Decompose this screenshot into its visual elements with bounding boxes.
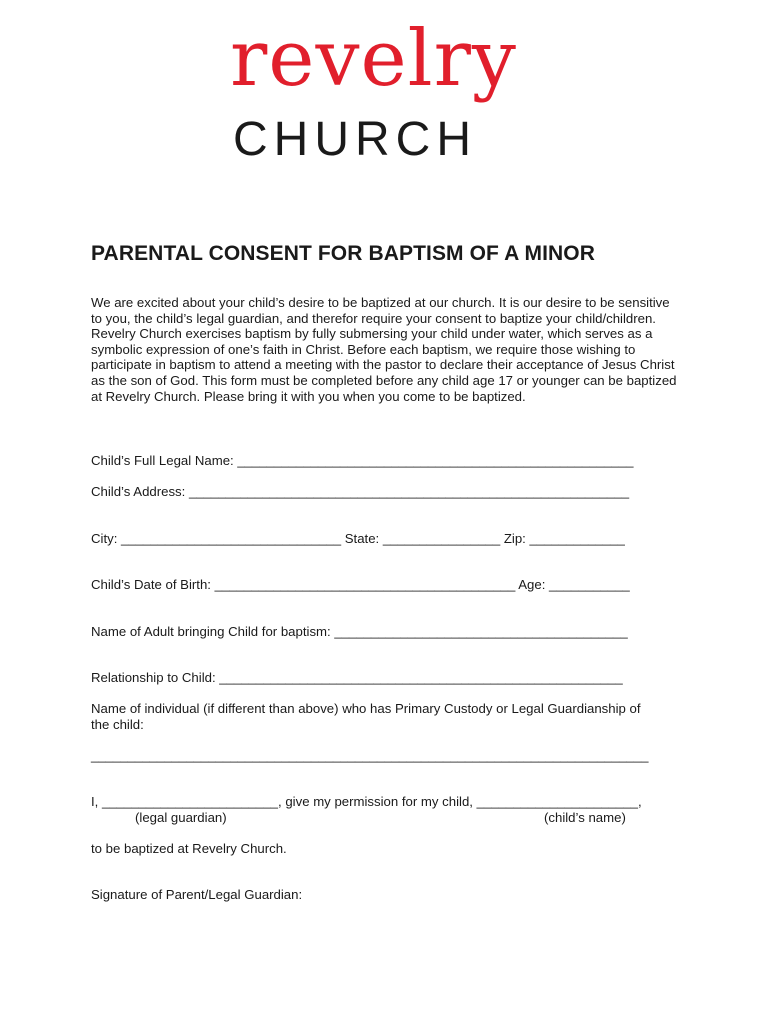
church-logo [230,14,550,166]
logo-subtitle: CHURCH [233,113,477,166]
custody-label-line1: Name of individual (if different than above) who has Primary Custody or Legal Guardianship of [91,701,641,716]
custody-field[interactable]: ____________________________________________________________________________ [91,748,649,763]
permission-field[interactable]: I, ________________________, give my permission for my child, ______________________, [91,794,642,809]
custody-label-line2: the child: [91,717,144,732]
adult-name-field[interactable]: Name of Adult bringing Child for baptism: ________________________________________ [91,624,628,639]
signature-field[interactable]: Signature of Parent/Legal Guardian: [91,887,303,902]
city-state-zip-field[interactable]: City: ______________________________ State: ________________ Zip: _____________ [91,531,625,546]
legal-guardian-caption: (legal guardian) [135,810,227,825]
logo-wordmark: revelry [230,14,517,104]
relationship-field[interactable]: Relationship to Child: _______________________________________________________ [91,670,623,685]
child-name-field[interactable]: Child’s Full Legal Name: ______________________________________________________ [91,453,634,468]
document-title: PARENTAL CONSENT FOR BAPTISM OF A MINOR [91,242,596,265]
baptized-at-text: to be baptized at Revelry Church. [91,841,287,856]
childs-name-caption: (child’s name) [544,810,626,825]
dob-age-field[interactable]: Child’s Date of Birth: _________________________________________ Age: ___________ [91,577,630,592]
intro-paragraph: We are excited about your child’s desire to be baptized at our church. It is our desire to be sensitive to you, the child’s legal guardian, and therefor require your consent to baptize your child/children. Revelry Church exercises baptism by fully submersing your child under water, which serves as a symbolic expression of one’s faith in Christ. Before each baptism, we require those wishing to participate in baptism to attend a meeting with the pastor to declare their acceptance of Jesus Christ as the son of God. This form must be completed before any child age 17 or younger can be baptized at Revelry Church. Please bring it with you when you come to be baptized. [91,295,677,404]
child-address-field[interactable]: Child’s Address: ____________________________________________________________ [91,484,630,499]
